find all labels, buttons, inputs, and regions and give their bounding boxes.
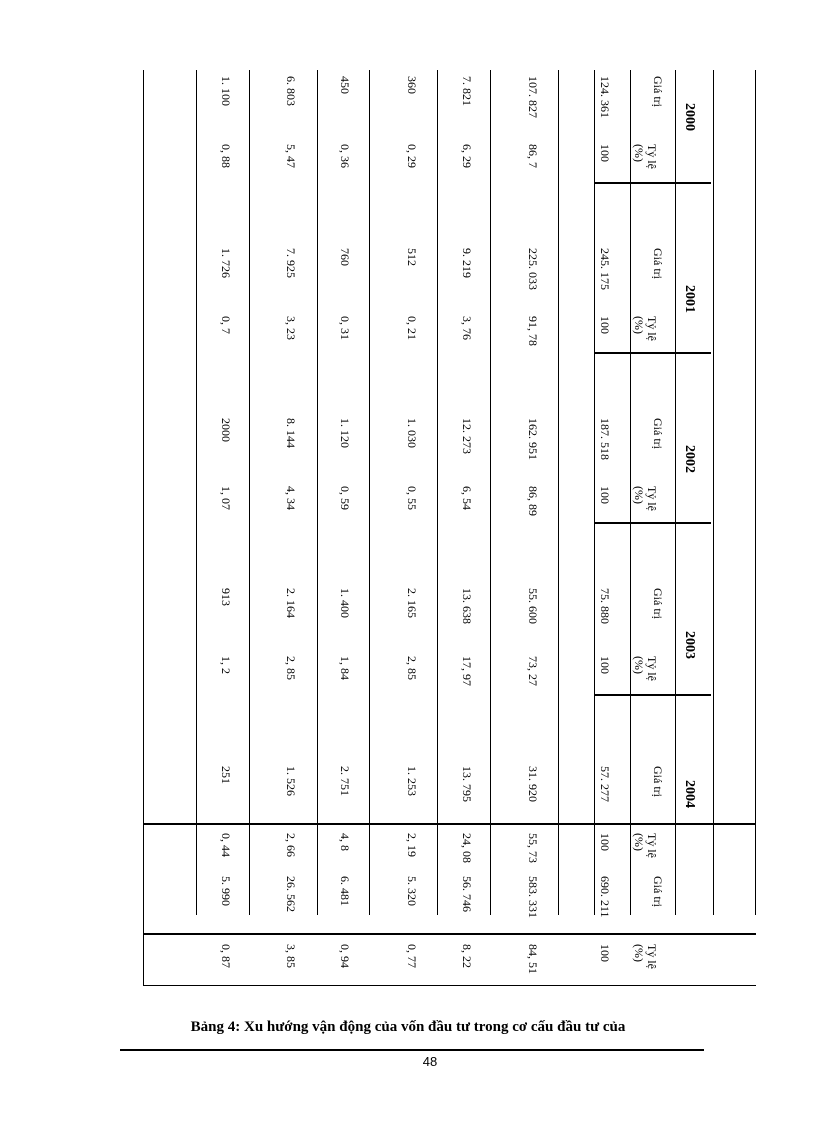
table-cell: 0, 88 xyxy=(219,144,233,168)
table-cell: 251 xyxy=(219,766,233,784)
table-cell: 3, 85 xyxy=(284,944,298,968)
table-cell: 9. 219 xyxy=(460,248,474,278)
table-cell: 6. 481 xyxy=(338,876,352,906)
table-rule-year-2004 xyxy=(594,694,711,696)
table-cell: 4, 34 xyxy=(284,486,298,510)
table-row-rule xyxy=(630,70,631,915)
header-share-percent xyxy=(633,656,658,681)
table-cell: 1. 100 xyxy=(219,76,233,106)
table-cell: 0, 29 xyxy=(405,144,419,168)
table-cell: 57. 277 xyxy=(598,766,612,802)
table-cell: 0, 87 xyxy=(219,944,233,968)
table-row-rule xyxy=(755,70,756,915)
table-cell: 4, 8 xyxy=(338,833,352,851)
header-share-label: Tỷ lệ xyxy=(645,316,659,341)
table-cell: 1. 030 xyxy=(405,418,419,448)
table-cell: 450 xyxy=(338,76,352,94)
table-cell: 55. 600 xyxy=(526,588,540,624)
table-cell: 3, 76 xyxy=(460,316,474,340)
table-row-rule xyxy=(558,70,559,915)
header-share-label: Tỷ lệ xyxy=(645,486,659,511)
table-rule-year-2001 xyxy=(594,182,711,184)
table-cell: 100 xyxy=(598,833,612,851)
table-cell: 1. 120 xyxy=(338,418,352,448)
table-cell: 1. 526 xyxy=(284,766,298,796)
header-value: Giá trị xyxy=(651,76,665,107)
header-share-label: Tỷ lệ xyxy=(645,144,659,169)
table-row-rule xyxy=(490,70,491,915)
table-cell: 913 xyxy=(219,588,233,606)
table-cell: 0, 7 xyxy=(219,316,233,334)
table-cell: 91, 78 xyxy=(526,316,540,346)
year-header-2002: 2002 xyxy=(682,445,697,473)
table-row-rule xyxy=(594,70,595,915)
header-share-percent xyxy=(633,316,658,341)
table-bottom-rule xyxy=(143,985,756,986)
table-cell: 0, 77 xyxy=(405,944,419,968)
table-cell: 13. 795 xyxy=(460,766,474,802)
table-cell: 31. 920 xyxy=(526,766,540,802)
table-cell: 1. 400 xyxy=(338,588,352,618)
table-cell: 26. 562 xyxy=(284,876,298,912)
table-cell: 56. 746 xyxy=(460,876,474,912)
table-cell: 124. 361 xyxy=(598,76,612,118)
table-cell: 12. 273 xyxy=(460,418,474,454)
table-cell: 1, 84 xyxy=(338,656,352,680)
table-cell: 1. 726 xyxy=(219,248,233,278)
table-cell: 690. 211 xyxy=(598,876,612,918)
table-cell: 5. 990 xyxy=(219,876,233,906)
table-cell: 5. 320 xyxy=(405,876,419,906)
table-cell: 3, 23 xyxy=(284,316,298,340)
header-share-label: Tỷ lệ xyxy=(645,833,659,858)
table-row-rule xyxy=(713,70,714,915)
header-share-unit: (%) xyxy=(632,656,647,674)
year-header-2004: 2004 xyxy=(682,780,697,808)
table-cell: 107. 827 xyxy=(526,76,540,118)
table-cell: 100 xyxy=(598,144,612,162)
table-cell: 100 xyxy=(598,316,612,334)
table-row-rule xyxy=(317,70,318,915)
header-share-unit: (%) xyxy=(632,833,647,851)
header-share-unit: (%) xyxy=(632,316,647,334)
table-cell: 100 xyxy=(598,486,612,504)
table-cell: 17, 97 xyxy=(460,656,474,686)
table-cell: 2. 164 xyxy=(284,588,298,618)
table-cell: 75. 880 xyxy=(598,588,612,624)
header-share-percent xyxy=(633,144,658,169)
page-number: 48 xyxy=(422,1054,438,1069)
header-value: Giá trị xyxy=(651,876,665,907)
header-value: Giá trị xyxy=(651,418,665,449)
table-cell: 2. 751 xyxy=(338,766,352,796)
header-share-percent xyxy=(633,944,658,969)
table-cell: 2, 85 xyxy=(284,656,298,680)
table-rule-year-2002 xyxy=(594,352,711,354)
table-cell: 13. 638 xyxy=(460,588,474,624)
table-cell: 6. 803 xyxy=(284,76,298,106)
header-share-percent xyxy=(633,833,658,858)
table-row-rule xyxy=(196,70,197,915)
table-cell: 0, 55 xyxy=(405,486,419,510)
table-cell: 0, 31 xyxy=(338,316,352,340)
table-cell: 512 xyxy=(405,248,419,266)
table-cell: 73, 27 xyxy=(526,656,540,686)
table-cell: 162. 951 xyxy=(526,418,540,460)
table-cell: 2, 85 xyxy=(405,656,419,680)
table-cell: 225. 033 xyxy=(526,248,540,290)
table-cell: 2, 66 xyxy=(284,833,298,857)
table-caption: Bảng 4: Xu hướng vận động của vốn đầu tư trong cơ cấu đầu tư của xyxy=(190,1019,626,1035)
year-header-2003: 2003 xyxy=(682,631,697,659)
table-cell: 1. 253 xyxy=(405,766,419,796)
table-cell: 1, 07 xyxy=(219,486,233,510)
table-cell: 84, 51 xyxy=(526,944,540,974)
table-cell: 760 xyxy=(338,248,352,266)
header-share-unit: (%) xyxy=(632,144,647,162)
table-cell: 0, 36 xyxy=(338,144,352,168)
table-cell: 0, 94 xyxy=(338,944,352,968)
table-row-rule xyxy=(369,70,370,915)
table-cell: 7. 821 xyxy=(460,76,474,106)
table-rule-right-block xyxy=(143,823,756,825)
table-cell: 100 xyxy=(598,656,612,674)
table-cell: 0, 44 xyxy=(219,833,233,857)
header-value: Giá trị xyxy=(651,248,665,279)
header-share-label: Tỷ lệ xyxy=(645,944,659,969)
table-cell: 583. 331 xyxy=(526,876,540,918)
table-cell: 6, 29 xyxy=(460,144,474,168)
table-cell: 360 xyxy=(405,76,419,94)
header-share-unit: (%) xyxy=(632,944,647,962)
table-cell: 1, 2 xyxy=(219,656,233,674)
table-rule-year-2003 xyxy=(594,522,711,524)
table-cell: 86, 89 xyxy=(526,486,540,516)
table-cell: 2000 xyxy=(219,418,233,442)
header-value: Giá trị xyxy=(651,588,665,619)
table-cell: 7. 925 xyxy=(284,248,298,278)
table-cell: 100 xyxy=(598,944,612,962)
header-share-percent xyxy=(633,486,658,511)
table-cell: 86, 7 xyxy=(526,144,540,168)
table-cell: 0, 21 xyxy=(405,316,419,340)
header-share-label: Tỷ lệ xyxy=(645,656,659,681)
table-cell: 8. 144 xyxy=(284,418,298,448)
table-cell: 24, 08 xyxy=(460,833,474,863)
table-left-rule xyxy=(143,70,144,985)
table-cell: 8, 22 xyxy=(460,944,474,968)
table-cell: 187. 518 xyxy=(598,418,612,460)
footer-divider xyxy=(120,1049,704,1051)
year-header-2001: 2001 xyxy=(682,285,697,313)
table-cell: 245. 175 xyxy=(598,248,612,290)
table-row-rule xyxy=(249,70,250,915)
table-cell: 0, 59 xyxy=(338,486,352,510)
year-header-2000: 2000 xyxy=(682,103,697,131)
header-share-unit: (%) xyxy=(632,486,647,504)
table-row-rule xyxy=(437,70,438,915)
table-rule-total-block xyxy=(143,933,756,935)
table-cell: 2, 19 xyxy=(405,833,419,857)
table-cell: 2. 165 xyxy=(405,588,419,618)
table-cell: 5, 47 xyxy=(284,144,298,168)
header-value: Giá trị xyxy=(651,766,665,797)
table-row-rule xyxy=(675,70,676,915)
table-cell: 6, 54 xyxy=(460,486,474,510)
table-cell: 55, 73 xyxy=(526,833,540,863)
